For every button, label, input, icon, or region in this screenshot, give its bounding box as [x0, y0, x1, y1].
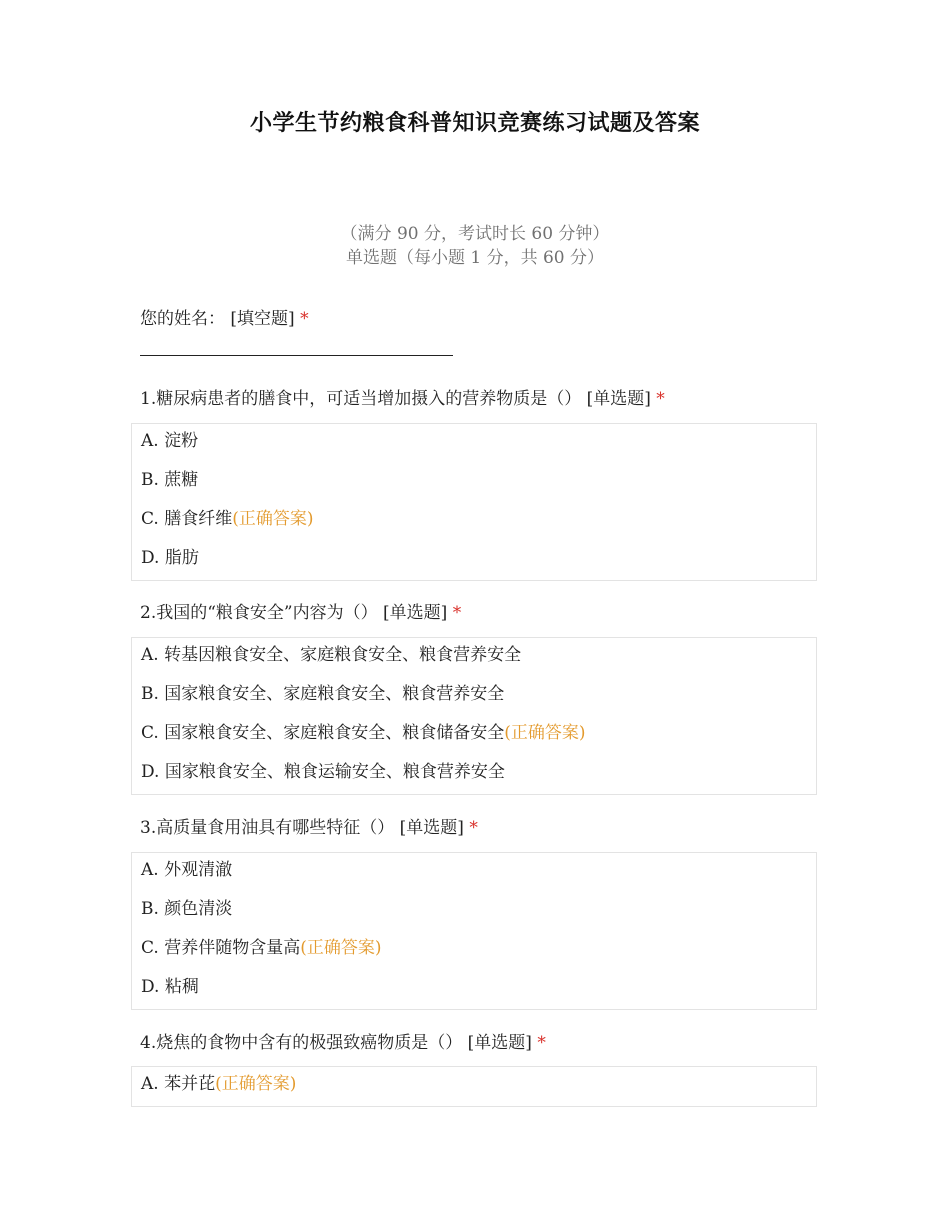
option-a[interactable]: A. 苯并芘(正确答案) [141, 1074, 297, 1094]
option-a[interactable]: A. 外观清澈 [141, 860, 233, 880]
question-type: [单选题] [383, 603, 448, 623]
required-mark: * [537, 1033, 546, 1053]
page-title: 小学生节约粮食科普知识竞赛练习试题及答案 [249, 110, 700, 136]
question-1-title [140, 384, 830, 409]
question-text: 3.高质量食用油具有哪些特征（） [140, 818, 395, 838]
required-mark: * [656, 389, 665, 409]
option-a[interactable]: A. 淀粉 [141, 431, 199, 451]
required-mark: * [469, 818, 478, 838]
question-text: 1.糖尿病患者的膳食中，可适当增加摄入的营养物质是（） [140, 389, 582, 409]
option-a[interactable]: A. 转基因粮食安全、家庭粮食安全、粮食营养安全 [141, 645, 522, 665]
question-type: [单选题] [399, 818, 464, 838]
option-b[interactable]: B. 颜色清淡 [141, 899, 233, 919]
option-d[interactable]: D. 国家粮食安全、粮食运输安全、粮食营养安全 [141, 762, 505, 782]
question-1-options [131, 423, 817, 581]
question-text: 2.我国的“粮食安全”内容为（） [140, 603, 378, 623]
name-label: 您的姓名： [140, 309, 225, 329]
question-2-title [140, 598, 830, 623]
correct-answer-tag: (正确答案) [504, 723, 586, 743]
required-mark: * [300, 309, 309, 329]
option-c[interactable]: C. 国家粮食安全、家庭粮食安全、粮食储备安全(正确答案) [141, 723, 586, 743]
option-d[interactable]: D. 脂肪 [141, 548, 199, 568]
question-4-options [131, 1066, 817, 1107]
option-c[interactable]: C. 膳食纤维(正确答案) [141, 509, 314, 529]
exam-score-duration: （满分 90 分，考试时长 60 分钟） [340, 224, 610, 244]
option-d[interactable]: D. 粘稠 [141, 977, 199, 997]
section-heading: 单选题（每小题 1 分，共 60 分） [345, 248, 605, 268]
required-mark: * [452, 603, 462, 623]
name-question [140, 304, 840, 344]
question-type: [单选题] [467, 1033, 532, 1053]
name-question-text [140, 304, 840, 329]
option-b[interactable]: B. 国家粮食安全、家庭粮食安全、粮食营养安全 [141, 684, 505, 704]
exam-info [0, 222, 950, 270]
question-type: [单选题] [586, 389, 651, 409]
correct-answer-tag: (正确答案) [215, 1074, 297, 1094]
question-4-title [140, 1028, 830, 1053]
question-type: [填空题] [230, 309, 295, 329]
correct-answer-tag: (正确答案) [232, 509, 314, 529]
question-3-options [131, 852, 817, 1010]
question-3-title [140, 813, 830, 838]
question-text: 4.烧焦的食物中含有的极强致癌物质是（） [140, 1033, 463, 1053]
name-answer-line[interactable] [140, 355, 453, 356]
option-b[interactable]: B. 蔗糖 [141, 470, 199, 490]
question-2-options [131, 637, 817, 795]
correct-answer-tag: (正确答案) [300, 938, 382, 958]
option-c[interactable]: C. 营养伴随物含量高(正确答案) [141, 938, 382, 958]
